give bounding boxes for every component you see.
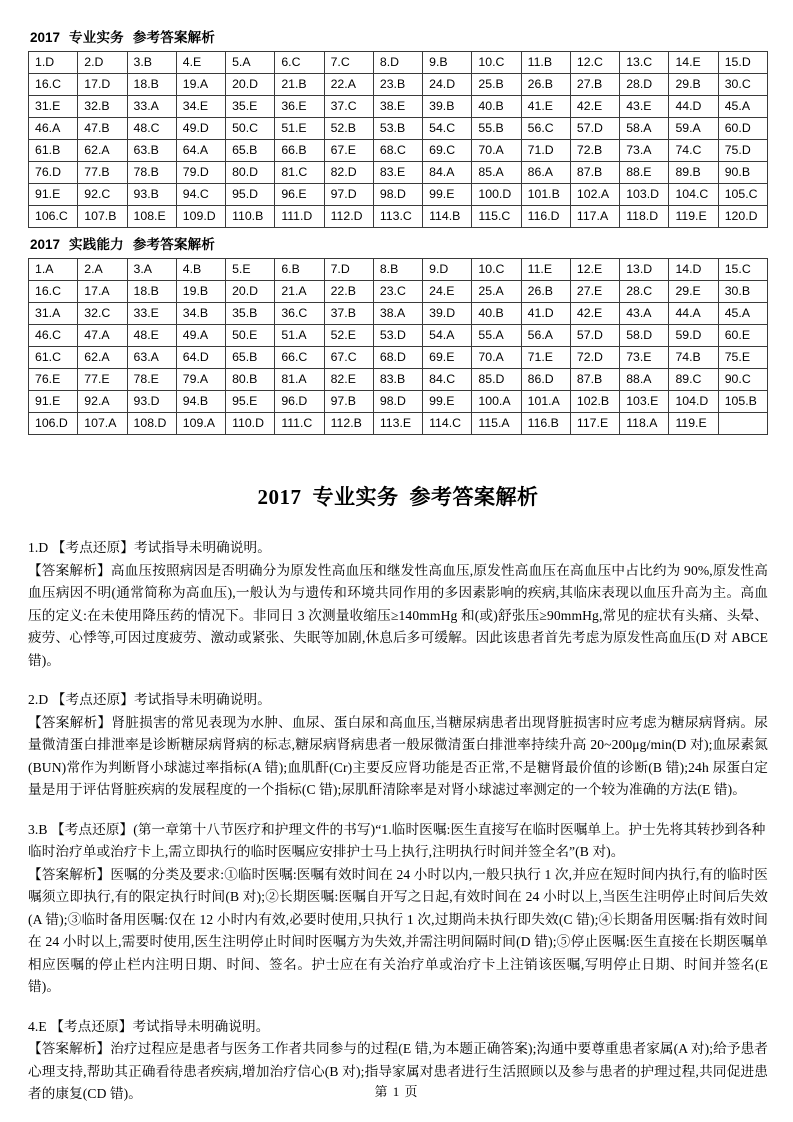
answer-cell: 34.E (176, 96, 225, 118)
answer-cell: 115.A (472, 413, 521, 435)
answer-cell: 115.C (472, 206, 521, 228)
table-row (29, 206, 768, 228)
table-row (29, 347, 768, 369)
answer-cell: 4.E (176, 52, 225, 74)
answer-cell: 66.B (275, 140, 324, 162)
table-row (29, 391, 768, 413)
answer-cell: 75.D (718, 140, 767, 162)
answer-cell: 38.E (373, 96, 422, 118)
answer-cell: 106.D (29, 413, 78, 435)
answer-cell: 53.D (373, 325, 422, 347)
answer-cell: 49.D (176, 118, 225, 140)
answer-cell: 94.C (176, 184, 225, 206)
section-heading-suffix: 参考答案解析 (132, 30, 216, 45)
answer-cell: 52.E (324, 325, 373, 347)
answer-cell: 77.B (78, 162, 127, 184)
answer-cell: 5.E (226, 259, 275, 281)
answer-cell: 96.E (275, 184, 324, 206)
answer-cell: 30.C (718, 74, 767, 96)
answer-cell: 35.B (226, 303, 275, 325)
answer-cell: 17.D (78, 74, 127, 96)
page-footer: 第 1 页 (374, 1084, 419, 1099)
answer-cell: 16.C (29, 281, 78, 303)
explanation-body: 【答案解析】医嘱的分类及要求:①临时医嘱:医嘱有效时间在 24 小时以内,一般只执行 1 次,并应在短时间内执行,有的临时医嘱须立即执行,有的限定执行时间(B 对);②长期医嘱:医嘱自开写之日起,有效时间在 24 小时以上,当医生注明停止时间后失效(A 错);③临时备用医嘱:仅在 12 小时内有效,必要时使用,只执行 1 次,过期尚未执行即失效(C 错);④长期备用医嘱:指有效时间在 24 小时以上,需要时使用,医生注明停止时间时医嘱方为失效,并需注明间隔时间(D 错);⑤停止医嘱:医生直接在长期医嘱单相应医嘱的停止栏内注明日期、时间、签名。护士应在有关治疗单或治疗卡上注销该医嘱,写明停止日期、时间并签名(E 错)。 (28, 866, 768, 995)
answer-cell: 31.E (29, 96, 78, 118)
answer-cell: 6.C (275, 52, 324, 74)
answer-table-professional-practice (28, 51, 768, 228)
answer-cell: 47.B (78, 118, 127, 140)
answer-cell: 42.E (570, 303, 619, 325)
answer-cell: 80.D (226, 162, 275, 184)
answer-cell: 29.B (669, 74, 718, 96)
answer-cell: 51.A (275, 325, 324, 347)
answer-cell: 60.D (718, 118, 767, 140)
answer-cell: 50.E (226, 325, 275, 347)
answer-cell: 74.B (669, 347, 718, 369)
answer-cell (718, 413, 767, 435)
answer-cell: 2.D (78, 52, 127, 74)
answer-cell: 38.A (373, 303, 422, 325)
answer-cell: 2.A (78, 259, 127, 281)
answer-cell: 102.B (570, 391, 619, 413)
answer-cell: 7.C (324, 52, 373, 74)
answer-cell: 42.E (570, 96, 619, 118)
answer-cell: 36.E (275, 96, 324, 118)
answer-cell: 31.A (29, 303, 78, 325)
answer-cell: 18.B (127, 281, 176, 303)
answer-cell: 109.D (176, 206, 225, 228)
answer-cell: 26.B (521, 74, 570, 96)
answer-cell: 37.C (324, 96, 373, 118)
answer-cell: 83.E (373, 162, 422, 184)
answer-cell: 75.E (718, 347, 767, 369)
answer-cell: 44.D (669, 96, 718, 118)
answer-cell: 104.D (669, 391, 718, 413)
answer-cell: 67.C (324, 347, 373, 369)
answer-cell: 41.D (521, 303, 570, 325)
answer-cell: 95.D (226, 184, 275, 206)
answer-cell: 19.A (176, 74, 225, 96)
answer-cell: 99.E (423, 184, 472, 206)
answer-cell: 102.A (570, 184, 619, 206)
answer-cell: 89.B (669, 162, 718, 184)
answer-cell: 88.A (620, 369, 669, 391)
explanation-block (28, 537, 768, 672)
explanation-body: 【答案解析】高血压按照病因是否明确分为原发性高血压和继发性高血压,原发性高血压在高血压中占比约为 90%,原发性高血压病因不明(通常简称为高血压),一般认为与遗传和环境共同作用的多因素影响的疾病,其临床表现以血压升高为主。高血压的定义:在未使用降压药的情况下。非同日 3 次测量收缩压≥140mmHg 和(或)舒张压≥90mmHg,常见的症状有头痛、头晕、疲劳、心悸等,可因过度疲劳、激动或紧张、失眠等加剧,休息后多可缓解。因此该患者首先考虑为原发性高血压(D 对 ABCE 错)。 (28, 562, 768, 668)
answer-cell: 98.D (373, 391, 422, 413)
answer-cell: 91.E (29, 391, 78, 413)
answer-cell: 62.A (78, 140, 127, 162)
answer-cell: 1.D (29, 52, 78, 74)
answer-cell: 114.B (423, 206, 472, 228)
answer-cell: 80.B (226, 369, 275, 391)
section-heading-year: 2017 (30, 237, 61, 253)
answer-cell: 103.D (620, 184, 669, 206)
answer-cell: 65.B (226, 347, 275, 369)
answer-cell: 60.E (718, 325, 767, 347)
answer-cell: 82.E (324, 369, 373, 391)
answer-cell: 112.D (324, 206, 373, 228)
answer-cell: 95.E (226, 391, 275, 413)
section-heading-practical-ability (30, 237, 768, 253)
answer-cell: 25.A (472, 281, 521, 303)
answer-cell: 69.E (423, 347, 472, 369)
answer-cell: 71.E (521, 347, 570, 369)
answer-cell: 29.E (669, 281, 718, 303)
answer-cell: 12.E (570, 259, 619, 281)
answer-cell: 92.A (78, 391, 127, 413)
answer-cell: 58.D (620, 325, 669, 347)
answer-cell: 21.B (275, 74, 324, 96)
answer-cell: 16.C (29, 74, 78, 96)
answer-cell: 85.D (472, 369, 521, 391)
answer-cell: 50.C (226, 118, 275, 140)
section-heading-suffix: 参考答案解析 (132, 237, 216, 253)
explanation-lead: 2.D 【考点还原】考试指导未明确说明。 (28, 692, 271, 708)
answer-cell: 91.E (29, 184, 78, 206)
answer-cell: 56.A (521, 325, 570, 347)
answer-cell: 93.D (127, 391, 176, 413)
answer-cell: 11.E (521, 259, 570, 281)
page-title-subject: 专业实务 (312, 485, 399, 510)
answer-cell: 57.D (570, 325, 619, 347)
explanation-body: 【答案解析】肾脏损害的常见表现为水肿、血尿、蛋白尿和高血压,当糖尿病患者出现肾脏损害时应考虑为糖尿病肾病。尿量微清蛋白排泄率是诊断糖尿病肾病的标志,糖尿病肾病患者一般尿微清蛋白排泄率持续升高 20~200μg/min(D 对);血尿素氮(BUN)常作为判断肾小球滤过率指标(A 错);血肌酐(Cr)主要反应肾功能是否正常,不是糖肾最价值的诊断(B 错);24h 尿蛋白定量是用于评估肾脏疾病的发展程度的一个指标(C 错);尿肌酐清除率是对肾小球滤过率测定的一个较为准确的方法(E 错)。 (28, 714, 768, 798)
answer-cell: 19.B (176, 281, 225, 303)
answer-cell: 72.B (570, 140, 619, 162)
answer-cell: 107.B (78, 206, 127, 228)
answer-cell: 46.A (29, 118, 78, 140)
answer-cell: 82.D (324, 162, 373, 184)
explanation-lead: 3.B 【考点还原】(第一章第十八节医疗和护理文件的书写)“1.临时医嘱:医生直接写在临时医嘱单上。护士先将其转抄到各种临时治疗单或治疗卡上,需立即执行的临时医嘱应安排护士马上执行,注明执行时间并签全名”(B 对)。 (28, 821, 766, 860)
answer-cell: 56.C (521, 118, 570, 140)
answer-cell: 3.B (127, 52, 176, 74)
page-title (28, 481, 768, 511)
answer-cell: 5.A (226, 52, 275, 74)
answer-cell: 7.D (324, 259, 373, 281)
answer-cell: 94.B (176, 391, 225, 413)
answer-cell: 88.E (620, 162, 669, 184)
answer-cell: 110.D (226, 413, 275, 435)
answer-cell: 36.C (275, 303, 324, 325)
answer-cell: 55.A (472, 325, 521, 347)
answer-cell: 63.B (127, 140, 176, 162)
answer-cell: 59.A (669, 118, 718, 140)
answer-table-body-1 (29, 52, 768, 228)
answer-cell: 68.C (373, 140, 422, 162)
answer-cell: 28.D (620, 74, 669, 96)
answer-cell: 33.A (127, 96, 176, 118)
answer-cell: 76.D (29, 162, 78, 184)
page-title-suffix: 参考答案解析 (409, 485, 539, 510)
answer-cell: 61.B (29, 140, 78, 162)
answer-cell: 4.B (176, 259, 225, 281)
answer-cell: 55.B (472, 118, 521, 140)
answer-cell: 13.D (620, 259, 669, 281)
answer-cell: 24.D (423, 74, 472, 96)
answer-cell: 35.E (226, 96, 275, 118)
answer-cell: 28.C (620, 281, 669, 303)
answer-cell: 119.E (669, 206, 718, 228)
answer-cell: 66.C (275, 347, 324, 369)
answer-cell: 70.A (472, 347, 521, 369)
answer-cell: 74.C (669, 140, 718, 162)
answer-cell: 6.B (275, 259, 324, 281)
answer-cell: 22.B (324, 281, 373, 303)
answer-cell: 20.D (226, 74, 275, 96)
answer-cell: 108.D (127, 413, 176, 435)
answer-cell: 21.A (275, 281, 324, 303)
answer-cell: 48.C (127, 118, 176, 140)
answer-cell: 119.E (669, 413, 718, 435)
answer-cell: 86.A (521, 162, 570, 184)
answer-cell: 84.C (423, 369, 472, 391)
answer-cell: 69.C (423, 140, 472, 162)
answer-cell: 14.D (669, 259, 718, 281)
answer-cell: 108.E (127, 206, 176, 228)
answer-cell: 3.A (127, 259, 176, 281)
answer-cell: 107.A (78, 413, 127, 435)
explanation-lead: 1.D 【考点还原】考试指导未明确说明。 (28, 540, 271, 556)
section-heading-professional-practice (30, 30, 768, 46)
explanation-block (28, 689, 768, 802)
answer-cell: 45.A (718, 96, 767, 118)
answer-cell: 85.A (472, 162, 521, 184)
explanation-list (28, 537, 768, 1106)
answer-cell: 84.A (423, 162, 472, 184)
answer-cell: 100.A (472, 391, 521, 413)
answer-cell: 64.A (176, 140, 225, 162)
answer-cell: 70.A (472, 140, 521, 162)
answer-cell: 57.D (570, 118, 619, 140)
answer-cell: 104.C (669, 184, 718, 206)
table-row (29, 281, 768, 303)
answer-cell: 68.D (373, 347, 422, 369)
answer-cell: 101.A (521, 391, 570, 413)
answer-cell: 1.A (29, 259, 78, 281)
table-row (29, 369, 768, 391)
answer-cell: 62.A (78, 347, 127, 369)
answer-cell: 48.E (127, 325, 176, 347)
answer-cell: 43.A (620, 303, 669, 325)
answer-cell: 116.D (521, 206, 570, 228)
answer-cell: 103.E (620, 391, 669, 413)
answer-cell: 105.C (718, 184, 767, 206)
answer-cell: 44.A (669, 303, 718, 325)
explanation-lead: 4.E 【考点还原】考试指导未明确说明。 (28, 1018, 270, 1034)
answer-cell: 8.D (373, 52, 422, 74)
answer-cell: 78.E (127, 369, 176, 391)
answer-cell: 52.B (324, 118, 373, 140)
answer-cell: 97.D (324, 184, 373, 206)
answer-cell: 67.E (324, 140, 373, 162)
answer-cell: 114.C (423, 413, 472, 435)
answer-cell: 81.A (275, 369, 324, 391)
table-row (29, 325, 768, 347)
answer-cell: 79.D (176, 162, 225, 184)
answer-cell: 10.C (472, 52, 521, 74)
answer-cell: 59.D (669, 325, 718, 347)
answer-cell: 25.B (472, 74, 521, 96)
answer-cell: 98.D (373, 184, 422, 206)
answer-cell: 54.A (423, 325, 472, 347)
answer-cell: 43.E (620, 96, 669, 118)
answer-cell: 51.E (275, 118, 324, 140)
answer-cell: 113.E (373, 413, 422, 435)
answer-cell: 40.B (472, 303, 521, 325)
answer-cell: 111.C (275, 413, 324, 435)
answer-cell: 30.B (718, 281, 767, 303)
answer-cell: 33.E (127, 303, 176, 325)
answer-cell: 90.B (718, 162, 767, 184)
answer-cell: 77.E (78, 369, 127, 391)
answer-cell: 18.B (127, 74, 176, 96)
answer-cell: 39.B (423, 96, 472, 118)
table-row (29, 259, 768, 281)
answer-cell: 12.C (570, 52, 619, 74)
answer-cell: 40.B (472, 96, 521, 118)
explanation-block (28, 819, 768, 999)
answer-cell: 120.D (718, 206, 767, 228)
answer-cell: 9.B (423, 52, 472, 74)
answer-cell: 89.C (669, 369, 718, 391)
answer-cell: 53.B (373, 118, 422, 140)
answer-cell: 117.A (570, 206, 619, 228)
table-row (29, 413, 768, 435)
answer-cell: 112.B (324, 413, 373, 435)
table-row (29, 140, 768, 162)
answer-cell: 26.B (521, 281, 570, 303)
answer-cell: 83.B (373, 369, 422, 391)
table-row (29, 74, 768, 96)
answer-cell: 79.A (176, 369, 225, 391)
answer-cell: 32.B (78, 96, 127, 118)
answer-cell: 93.B (127, 184, 176, 206)
answer-cell: 73.A (620, 140, 669, 162)
section-heading-subject: 实践能力 (69, 237, 124, 253)
answer-cell: 87.B (570, 162, 619, 184)
answer-cell: 117.E (570, 413, 619, 435)
answer-cell: 100.D (472, 184, 521, 206)
answer-cell: 41.E (521, 96, 570, 118)
answer-cell: 34.B (176, 303, 225, 325)
answer-cell: 27.B (570, 74, 619, 96)
answer-cell: 13.C (620, 52, 669, 74)
table-row (29, 118, 768, 140)
answer-cell: 15.D (718, 52, 767, 74)
answer-cell: 87.B (570, 369, 619, 391)
answer-cell: 65.B (226, 140, 275, 162)
answer-cell: 92.C (78, 184, 127, 206)
table-row (29, 96, 768, 118)
answer-cell: 24.E (423, 281, 472, 303)
answer-cell: 113.C (373, 206, 422, 228)
answer-cell: 109.A (176, 413, 225, 435)
answer-cell: 81.C (275, 162, 324, 184)
answer-cell: 61.C (29, 347, 78, 369)
answer-cell: 47.A (78, 325, 127, 347)
answer-cell: 20.D (226, 281, 275, 303)
answer-cell: 64.D (176, 347, 225, 369)
table-row (29, 52, 768, 74)
answer-cell: 45.A (718, 303, 767, 325)
answer-cell: 99.E (423, 391, 472, 413)
answer-cell: 71.D (521, 140, 570, 162)
answer-cell: 116.B (521, 413, 570, 435)
table-row (29, 303, 768, 325)
answer-cell: 63.A (127, 347, 176, 369)
answer-cell: 22.A (324, 74, 373, 96)
answer-cell: 118.D (620, 206, 669, 228)
answer-cell: 32.C (78, 303, 127, 325)
answer-cell: 15.C (718, 259, 767, 281)
answer-cell: 37.B (324, 303, 373, 325)
answer-cell: 73.E (620, 347, 669, 369)
answer-cell: 96.D (275, 391, 324, 413)
answer-cell: 10.C (472, 259, 521, 281)
answer-cell: 14.E (669, 52, 718, 74)
answer-table-practical-ability (28, 258, 768, 435)
answer-cell: 23.B (373, 74, 422, 96)
answer-cell: 46.C (29, 325, 78, 347)
answer-cell: 101.B (521, 184, 570, 206)
answer-cell: 97.B (324, 391, 373, 413)
answer-cell: 39.D (423, 303, 472, 325)
answer-cell: 118.A (620, 413, 669, 435)
answer-cell: 106.C (29, 206, 78, 228)
answer-cell: 58.A (620, 118, 669, 140)
page-title-year: 2017 (257, 485, 302, 510)
answer-cell: 90.C (718, 369, 767, 391)
section-heading-year: 2017 (30, 30, 61, 45)
answer-cell: 49.A (176, 325, 225, 347)
answer-cell: 105.B (718, 391, 767, 413)
answer-cell: 86.D (521, 369, 570, 391)
table-row (29, 184, 768, 206)
answer-cell: 78.B (127, 162, 176, 184)
answer-cell: 111.D (275, 206, 324, 228)
section-heading-subject: 专业实务 (69, 30, 124, 45)
answer-cell: 8.B (373, 259, 422, 281)
answer-cell: 27.E (570, 281, 619, 303)
explanation-body: 【答案解析】治疗过程应是患者与医务工作者共同参与的过程(E 错,为本题正确答案);沟通中要尊重患者家属(A 对);给予患者心理支持,帮助其正确看待患者疾病,增加治疗信心(B 对);指导家属对患者进行生活照顾以及参与患者的护理过程,共同促进患者的康复(CD 错)。 (28, 1041, 768, 1102)
answer-cell: 76.E (29, 369, 78, 391)
answer-cell: 11.B (521, 52, 570, 74)
answer-table-body-2 (29, 259, 768, 435)
answer-cell: 17.A (78, 281, 127, 303)
answer-cell: 54.C (423, 118, 472, 140)
answer-cell: 110.B (226, 206, 275, 228)
table-row (29, 162, 768, 184)
answer-cell: 72.D (570, 347, 619, 369)
answer-cell: 23.C (373, 281, 422, 303)
answer-cell: 9.D (423, 259, 472, 281)
